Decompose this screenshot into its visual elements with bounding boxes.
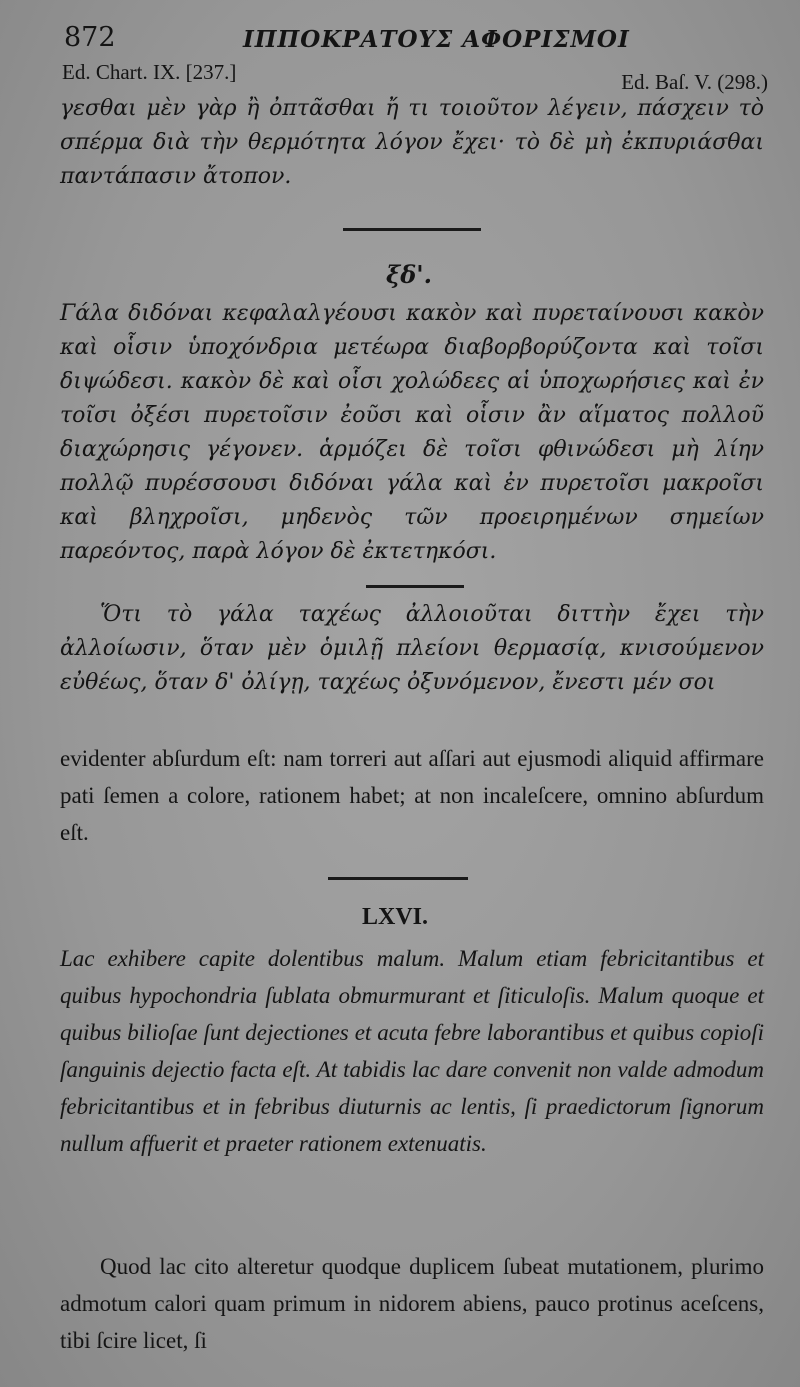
greek-aphorism [60,297,764,569]
edition-reference-right: Ed. Baſ. V. (298.) [621,70,768,94]
latin-aphorism-number: LXVI. [362,904,429,930]
section-divider [328,877,468,880]
latin-continuation-text: evidenter abſurdum eſt: nam torreri aut aſſari aut ejusmodi aliquid affirmare pati ſemen a colore, rationem habet; at non incaleſcere, omnino abſurdum eſt. [60,746,764,845]
edition-reference-left: Ed. Chart. IX. [237.] [62,60,237,84]
greek-commentary [60,598,764,700]
greek-continuation-text: γεσθαι μὲν γὰρ ἢ ὀπτᾶσθαι ἤ τι τοιοῦτον λέγειν, πάσχειν τὸ σπέρμα διὰ τὴν θερμότητα λόγον ἔχει· τὸ δὲ μὴ ἐκπυριάσθαι παντάπασιν ἄτοπον. [60,96,764,189]
latin-continuation [60,740,764,851]
greek-continuation [60,92,764,194]
section-divider [343,228,481,231]
greek-aphorism-number: ξδ'. [386,260,432,289]
latin-aphorism [60,940,764,1162]
page-number: 872 [64,22,116,53]
section-divider [366,585,464,588]
latin-commentary [60,1248,764,1359]
latin-aphorism-text: Lac exhibere capite dolentibus malum. Malum etiam febricitantibus et quibus hypochondria ſublata obmurmurant et ſiticuloſis. Malum quoque et quibus bilioſae ſunt dejectiones et acuta febre laborantibus et quibus copioſi ſanguinis dejectio facta eſt. At tabidis lac dare convenit non valde admodum febricitantibus et in febribus diuturnis ac lentis, ſi praedictorum ſignorum nullum affuerit et praeter rationem extenuatis. [60,946,764,1156]
running-title: ΙΠΠΟΚΡΑΤΟΥΣ ΑΦΟΡΙΣΜΟΙ [243,26,630,53]
greek-aphorism-text: Γάλα διδόναι κεφαλαλγέουσι κακὸν καὶ πυρεταίνουσι κακὸν καὶ οἷσιν ὑποχόνδρια μετέωρα διαβορβορύζοντα καὶ τοῖσι διψώδεσι. κακὸν δὲ καὶ οἷσι χολώδεες αἱ ὑποχωρήσιες καὶ ἐν τοῖσι ὀξέσι πυρετοῖσιν ἐοῦσι καὶ οἷσιν ἂν αἵματος πολλοῦ διαχώρησις γέγονεν. ἁρμόζει δὲ τοῖσι φθινώδεσι μὴ λίην πολλῷ πυρέσσουσι διδόναι γάλα καὶ ἐν πυρετοῖσι μακροῖσι καὶ βληχροῖσι, μηδενὸς τῶν προειρημένων σημείων παρεόντος, παρὰ λόγον δὲ ἐκτετηκόσι. [60,301,764,564]
latin-commentary-text: Quod lac cito alteretur quodque duplicem ſubeat mutationem, plurimo admotum calori quam primum in nidorem abiens, pauco protinus aceſcens, tibi ſcire licet, ſi [60,1254,764,1353]
greek-commentary-text: Ὅτι τὸ γάλα ταχέως ἀλλοιοῦται διττὴν ἔχει τὴν ἀλλοίωσιν, ὅταν μὲν ὁμιλῇ πλείονι θερμασίᾳ, κνισούμενον εὐθέως, ὅταν δ' ὀλίγῃ, ταχέως ὀξυνόμενον, ἔνεστι μέν σοι [60,602,764,695]
